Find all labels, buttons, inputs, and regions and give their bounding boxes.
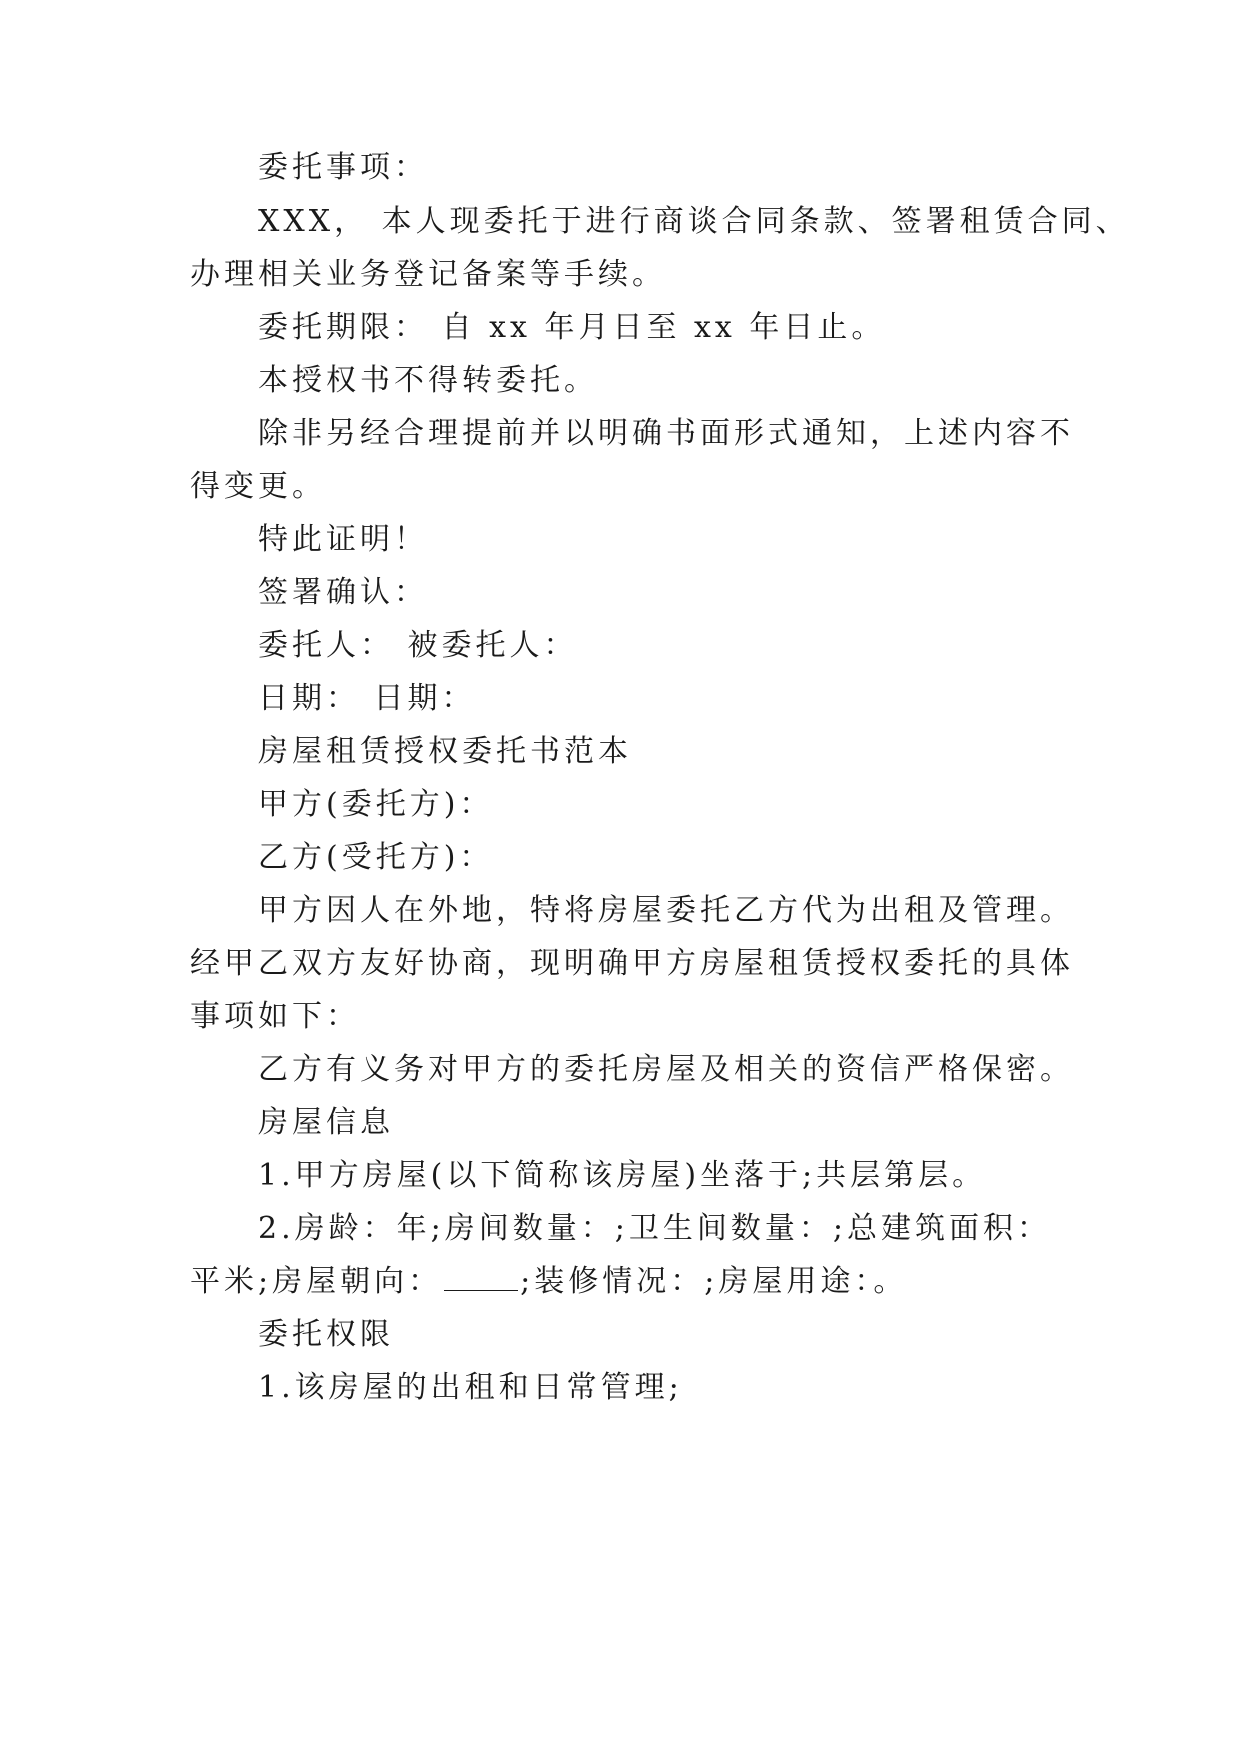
paragraph-line: 委托人： 被委托人： [258, 628, 578, 663]
paragraph-line: 签署确认： [258, 575, 428, 610]
section-title: 房屋租赁授权委托书范本 [258, 734, 632, 769]
paragraph-line: 甲方因人在外地，特将房屋委托乙方代为出租及管理。 [258, 893, 1074, 928]
paragraph-line: 委托期限： 自 xx 年月日至 xx 年日止。 [258, 310, 886, 345]
paragraph-line: 乙方(受托方)： [258, 840, 494, 875]
paragraph-line: 得变更。 [190, 469, 326, 504]
paragraph-line: 乙方有义务对甲方的委托房屋及相关的资信严格保密。 [258, 1052, 1074, 1087]
paragraph-line: XXX， 本人现委托于进行商谈合同条款、签署租赁合同、 [258, 204, 1130, 239]
paragraph-line: 经甲乙双方友好协商，现明确甲方房屋租赁授权委托的具体 [190, 946, 1074, 981]
line-text-after: ;装修情况：;房屋用途：。 [520, 1264, 908, 1299]
paragraph-line: 特此证明！ [258, 522, 428, 557]
paragraph-line: 日期： 日期： [258, 681, 476, 716]
section-heading: 委托权限 [258, 1317, 394, 1352]
paragraph-line: 2.房龄：年;房间数量：;卫生间数量：;总建筑面积： [258, 1211, 1051, 1246]
paragraph-line: 委托事项： [258, 150, 428, 185]
paragraph-line: 办理相关业务登记备案等手续。 [190, 257, 666, 292]
paragraph-line: 事项如下： [190, 999, 360, 1034]
fill-in-blank [444, 1264, 518, 1291]
paragraph-line: 1.该房屋的出租和日常管理; [258, 1370, 683, 1405]
paragraph-line [0, 1262, 1241, 1302]
paragraph-line: 甲方(委托方)： [258, 787, 494, 822]
paragraph-line: 1.甲方房屋(以下简称该房屋)坐落于;共层第层。 [258, 1158, 987, 1193]
paragraph-line: 本授权书不得转委托。 [258, 363, 598, 398]
paragraph-line: 除非另经合理提前并以明确书面形式通知，上述内容不 [258, 416, 1074, 451]
section-heading: 房屋信息 [258, 1105, 394, 1140]
line-text-before: 平米;房屋朝向： [190, 1264, 443, 1299]
